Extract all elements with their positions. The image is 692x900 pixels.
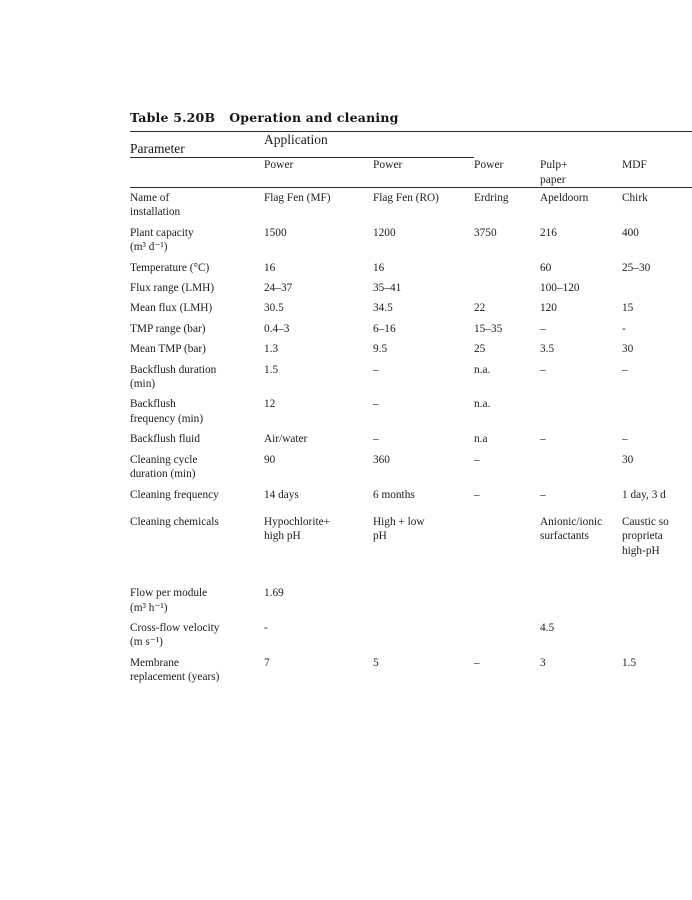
row-label: Membrane replacement (years) [130, 656, 220, 684]
cell-power-1: 7 [264, 656, 270, 669]
table-row [130, 223, 692, 258]
header-spacer [130, 158, 264, 188]
cell-pulp-paper: – [540, 322, 546, 335]
header-parameter: Parameter [130, 141, 185, 156]
table-caption [130, 110, 692, 125]
table-container [130, 110, 692, 688]
cell-power-2: 16 [373, 261, 385, 274]
cell-power-3: – [474, 453, 480, 466]
cell-power-2: 34.5 [373, 302, 393, 315]
cell-mdf: – [622, 363, 628, 376]
cell-pulp-paper [540, 450, 622, 485]
cell-power-1: 16 [264, 261, 276, 274]
table-row [130, 188, 692, 223]
table-row [130, 450, 692, 485]
cell-power-2: – [373, 363, 379, 376]
row-label: Plant capacity (m³ d⁻¹) [130, 226, 194, 254]
cell-power-1: 30.5 [264, 302, 284, 315]
row-label: Name of installation [130, 192, 181, 219]
cell-power-3 [474, 618, 540, 653]
row-label: Temperature (°C) [130, 261, 210, 274]
cell-mdf: 25–30 [622, 261, 651, 274]
cell-power-2: High + low pH [373, 515, 425, 543]
cell-power-3: n.a. [474, 363, 491, 376]
cell-mdf [622, 618, 692, 653]
header-row-application [130, 132, 692, 158]
cell-mdf: – [622, 433, 628, 446]
table-row [130, 485, 692, 505]
cell-mdf: Caustic so proprieta high-pH [622, 515, 669, 557]
cell-power-1: 1.3 [264, 343, 279, 356]
cell-power-2: – [373, 398, 379, 411]
cell-pulp-paper: 3.5 [540, 343, 555, 356]
cell-power-3 [474, 278, 540, 298]
cell-mdf: 30 [622, 453, 634, 466]
cell-pulp-paper: 100–120 [540, 282, 580, 295]
cell-power-1: Flag Fen (MF) [264, 192, 331, 204]
cell-power-1: 24–37 [264, 282, 293, 295]
cell-pulp-paper: 60 [540, 261, 552, 274]
cell-mdf [622, 278, 692, 298]
header-col-power-1: Power [264, 159, 294, 171]
row-spacer [130, 565, 692, 583]
cell-power-1: Air/water [264, 433, 308, 446]
cell-pulp-paper: – [540, 363, 546, 376]
cell-mdf: Chirk [622, 192, 648, 204]
cell-power-1: 1500 [264, 226, 287, 239]
cell-pulp-paper: Anionic/ionic surfactants [540, 515, 603, 543]
cell-power-2: – [373, 433, 379, 446]
cell-pulp-paper: Apeldoorn [540, 192, 589, 204]
table-row [130, 394, 692, 429]
cell-power-2: 6–16 [373, 322, 396, 335]
cell-pulp-paper: 3 [540, 656, 546, 669]
cell-pulp-paper [540, 583, 622, 618]
cell-power-2: 9.5 [373, 343, 388, 356]
row-label: Cross-flow velocity (m s⁻¹) [130, 621, 220, 649]
cell-pulp-paper: 4.5 [540, 621, 555, 634]
table-row [130, 583, 692, 618]
cell-mdf: 1 day, 3 d [622, 488, 666, 501]
cell-power-3: n.a. [474, 398, 491, 411]
cell-power-3 [474, 583, 540, 618]
cell-power-1: 90 [264, 453, 276, 466]
cell-pulp-paper [540, 394, 622, 429]
cell-mdf [622, 394, 692, 429]
header-col-mdf: MDF [622, 159, 647, 171]
cell-mdf: 15 [622, 302, 634, 315]
cell-power-3: 3750 [474, 226, 497, 239]
header-col-power-2: Power [373, 159, 403, 171]
cell-power-2: 5 [373, 656, 379, 669]
cell-power-3: – [474, 656, 480, 669]
cell-power-3: 15–35 [474, 322, 503, 335]
cell-power-3: Erdring [474, 192, 509, 204]
cell-power-2: 1200 [373, 226, 396, 239]
cell-power-3: 25 [474, 343, 486, 356]
table-row [130, 653, 692, 688]
table-row [130, 618, 692, 653]
cell-mdf [622, 583, 692, 618]
table-row [130, 298, 692, 318]
cell-power-3 [474, 505, 540, 565]
cell-power-1: 12 [264, 398, 276, 411]
row-label: Mean flux (LMH) [130, 302, 213, 315]
cell-mdf: 1.5 [622, 656, 637, 669]
table-row [130, 505, 692, 565]
cell-power-1: 1.69 [264, 587, 284, 600]
table-row [130, 319, 692, 339]
cell-pulp-paper: – [540, 488, 546, 501]
row-label: Mean TMP (bar) [130, 343, 206, 356]
cell-power-3: n.a [474, 433, 488, 446]
cell-power-2: Flag Fen (RO) [373, 192, 439, 204]
row-label: TMP range (bar) [130, 322, 206, 335]
row-label: Cleaning chemicals [130, 515, 219, 528]
cell-power-1: Hypochlorite+ high pH [264, 515, 330, 543]
row-label: Backflush frequency (min) [130, 398, 204, 425]
table-row [130, 360, 692, 395]
table-caption-label: Table 5.20B [130, 110, 216, 125]
row-label: Flux range (LMH) [130, 282, 215, 295]
cell-power-2 [373, 583, 474, 618]
cell-pulp-paper: – [540, 433, 546, 446]
table-row [130, 339, 692, 359]
cell-power-3: – [474, 488, 480, 501]
operation-cleaning-table [130, 131, 692, 688]
table-row [130, 278, 692, 298]
cell-power-2: 35–41 [373, 282, 402, 295]
table-row [130, 429, 692, 449]
cell-power-1: - [264, 621, 268, 634]
cell-power-2 [373, 618, 474, 653]
cell-power-1: 1.5 [264, 363, 279, 376]
cell-pulp-paper: 216 [540, 226, 557, 239]
cell-power-2: 6 months [373, 488, 415, 501]
cell-mdf: - [622, 322, 626, 335]
cell-power-3 [474, 258, 540, 278]
table-caption-title: Operation and cleaning [229, 110, 399, 125]
header-col-power-3: Power [474, 159, 504, 171]
cell-pulp-paper: 120 [540, 302, 557, 315]
cell-mdf: 400 [622, 226, 639, 239]
cell-power-1: 14 days [264, 488, 299, 501]
row-label: Backflush duration (min) [130, 363, 217, 391]
cell-power-1: 0.4–3 [264, 322, 290, 335]
row-label: Flow per module (m³ h⁻¹) [130, 587, 208, 614]
row-label: Cleaning cycle duration (min) [130, 453, 198, 481]
row-label: Backflush fluid [130, 433, 200, 446]
header-col-pulp-paper: Pulp+ paper [540, 159, 568, 186]
cell-power-2: 360 [373, 453, 390, 466]
header-row-subcolumns [130, 158, 692, 188]
cell-mdf: 30 [622, 343, 634, 356]
cell-power-3: 22 [474, 302, 486, 315]
row-label: Cleaning frequency [130, 488, 219, 501]
table-row [130, 258, 692, 278]
header-application: Application [264, 132, 328, 147]
